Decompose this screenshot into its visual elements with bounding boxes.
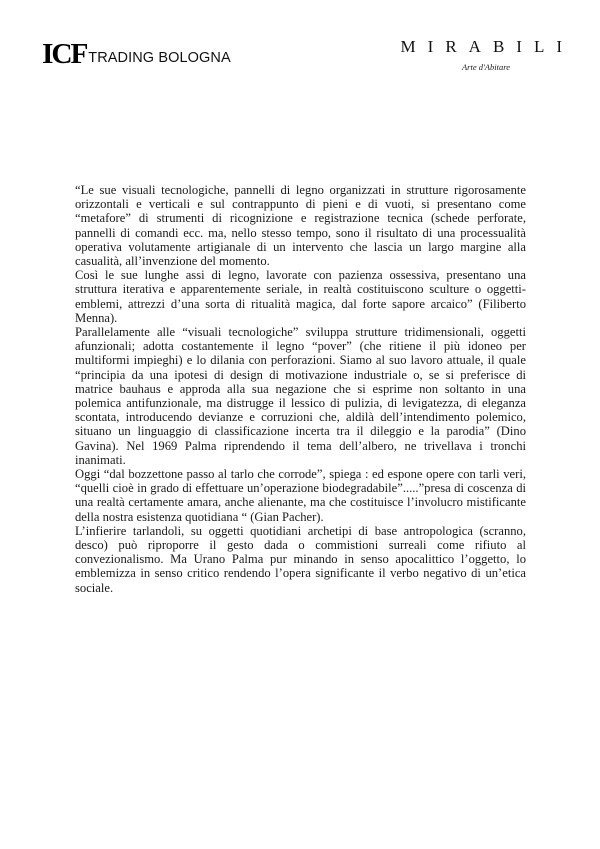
paragraph: Parallelamente alle “visuali tecnologiche” sviluppa strutture tridimensionali, oggetti afunzionali; adotta costantemente il legno “pover” (che ritiene il più idoneo per multiformi impieghi) e lo dilania con perforazioni. Siamo al suo lavoro attuale, il quale “principia da una ipotesi di design di motivazione industriale o, se si preferisce di matrice bauhaus e approda alla sua negazione che si esprime non soltanto in una polemica antifunzionale, ma distrugge il lessico di pulizia, di levigatezza, di eleganza scontata, introducendo devianze e corruzioni che, aldilà dell’intendimento polemico, situano un linguaggio di classificazione incerta tra il dileggio e la parodia” (Dino Gavina). Nel 1969 Palma riprendendo il tema dell’albero, ne trivellava i tronchi inanimati. [75,325,526,467]
brand-name: MIRABILI [400,37,574,56]
paragraph: “Le sue visuali tecnologiche, pannelli di legno organizzati in strutture rigorosamente orizzontali e verticali e sul contrappunto di pieni e di vuoti, si presentano come “metafore” di strumenti di ricognizione e registrazione tecnica (schede perforate, pannelli di comandi ecc. ma, nello stesso tempo, sono il risultato di una processualità operativa volutamente artigianale di un intervento che lascia un largo margine alla casualità, all’invenzione del momento. [75,183,526,269]
body-text [75,183,526,595]
brand-block [332,37,574,72]
brand-tagline: Arte d'Abitare [461,62,510,72]
company-logo [42,38,231,68]
logo-text: TRADING BOLOGNA [88,50,231,66]
paragraph: Oggi “dal bozzettone passo al tarlo che corrode”, spiega : ed espone opere con tarli veri, “quelli cioè in grado di effettuare un’operazione biodegradabile”.....”presa di coscenza di una realtà certamente amara, anche alienante, ma che costituisce l’involucro mistificante della nostra esistenza quotidiana “ (Gian Pacher). [75,467,526,524]
paragraph: Così le sue lunghe assi di legno, lavorate con pazienza ossessiva, presentano una struttura iterativa e apparentemente seriale, in realtà costituiscono sculture o oggetti-emblemi, attrezzi d’una sorta di ritualità magica, dal forte sapore arcaico” (Filiberto Menna). [75,268,526,325]
logo-mark: ICF [42,39,87,70]
paragraph: L’infierire tarlandoli, su oggetti quotidiani archetipi di base antropologica (scranno, desco) può riproporre il gesto dada o commistioni surreali come rifiuto al convezionalismo. Ma Urano Palma pur minando in senso apocalittico l’oggetto, lo emblemizza in senso critico rendendo l’opera significante il verbo negativo di un’etica sociale. [75,523,526,595]
